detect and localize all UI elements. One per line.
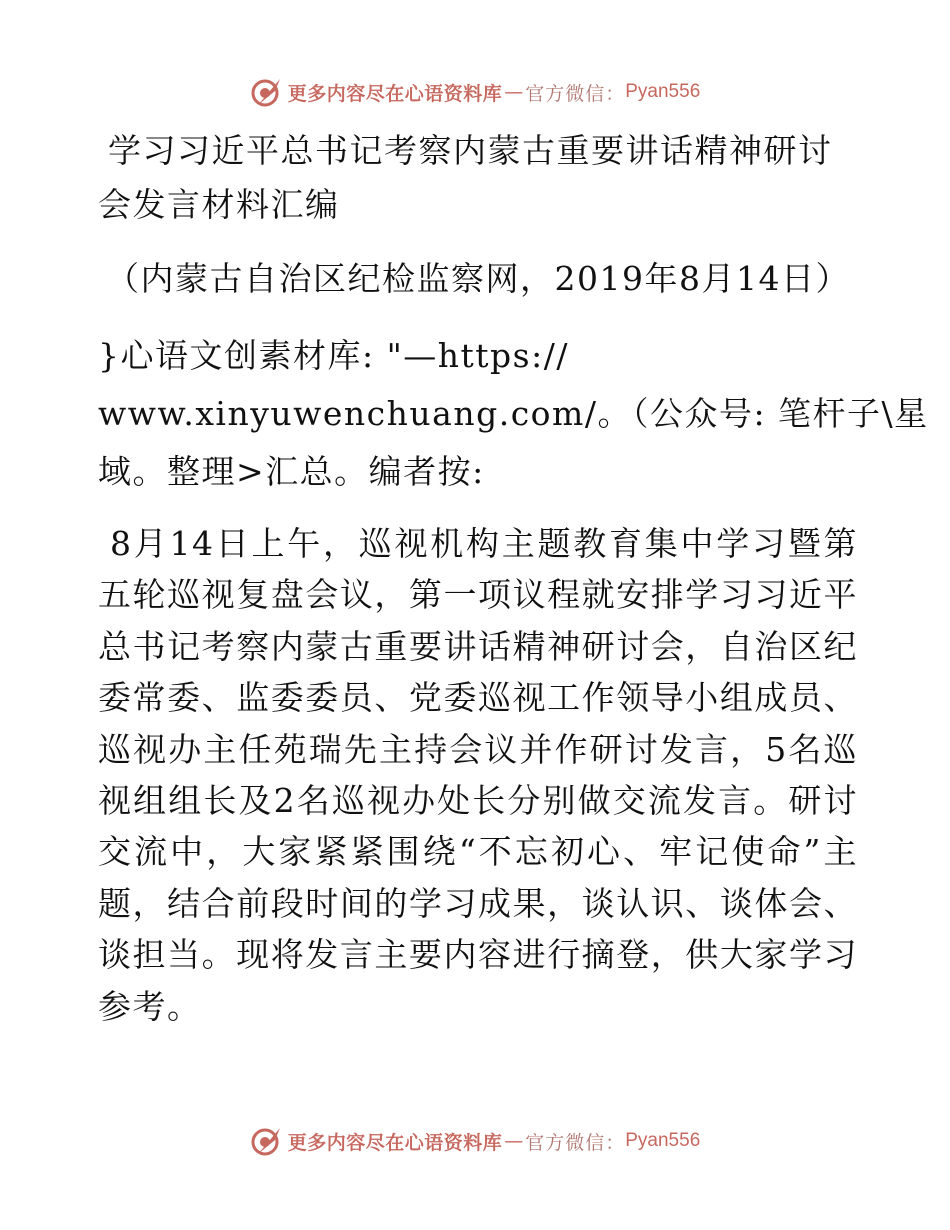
website-line-3: 域。整理>汇总。编者按: bbox=[98, 452, 485, 491]
watermark-wechat-label: 官方微信： bbox=[525, 82, 626, 105]
document-title: 学习习近平总书记考察内蒙古重要讲话精神研讨会发言材料汇编 bbox=[98, 131, 833, 224]
website-line-2: www.xinyuwenchuang.com/。（公众号: 笔杆子\星 bbox=[98, 394, 929, 433]
website-info-block bbox=[98, 327, 929, 501]
website-line-1: }心语文创素材库: "—https:// bbox=[98, 336, 569, 375]
editor-note-paragraph: 8月14日上午，巡视机构主题教育集中学习暨第五轮巡视复盘会议，第一项议程就安排学习习近平总书记考察内蒙古重要讲话精神研讨会，自治区纪委常委、监委委员、党委巡视工作领导小组成员、巡视办主任苑瑞先主持会议并作研讨发言，5名巡视组组长及2名巡视办处长分别做交流发言。研讨交流中，大家紧紧围绕“不忘初心、牢记使命”主题，结合前段时间的学习成果，谈认识、谈体会、谈担当。现将发言主要内容进行摘登，供大家学习参考。 bbox=[98, 524, 858, 1026]
watermark-wechat-label: 官方微信： bbox=[525, 1131, 626, 1154]
watermark-banner-bottom bbox=[0, 1121, 950, 1161]
quill-logo-icon bbox=[250, 75, 284, 109]
watermark-brand-text: 更多内容尽在心语资料库 bbox=[287, 82, 503, 105]
watermark-dash: — bbox=[504, 81, 524, 103]
watermark-dash: — bbox=[504, 1130, 524, 1152]
watermark-wechat-id: Pyan556 bbox=[625, 1130, 701, 1151]
watermark-wechat-id: Pyan556 bbox=[625, 81, 701, 102]
document-source-line: （内蒙古自治区纪检监察网，2019年8月14日） bbox=[106, 259, 850, 298]
watermark-brand-text: 更多内容尽在心语资料库 bbox=[287, 1131, 503, 1154]
quill-logo-icon bbox=[250, 1124, 284, 1158]
watermark-banner-top bbox=[0, 72, 950, 112]
